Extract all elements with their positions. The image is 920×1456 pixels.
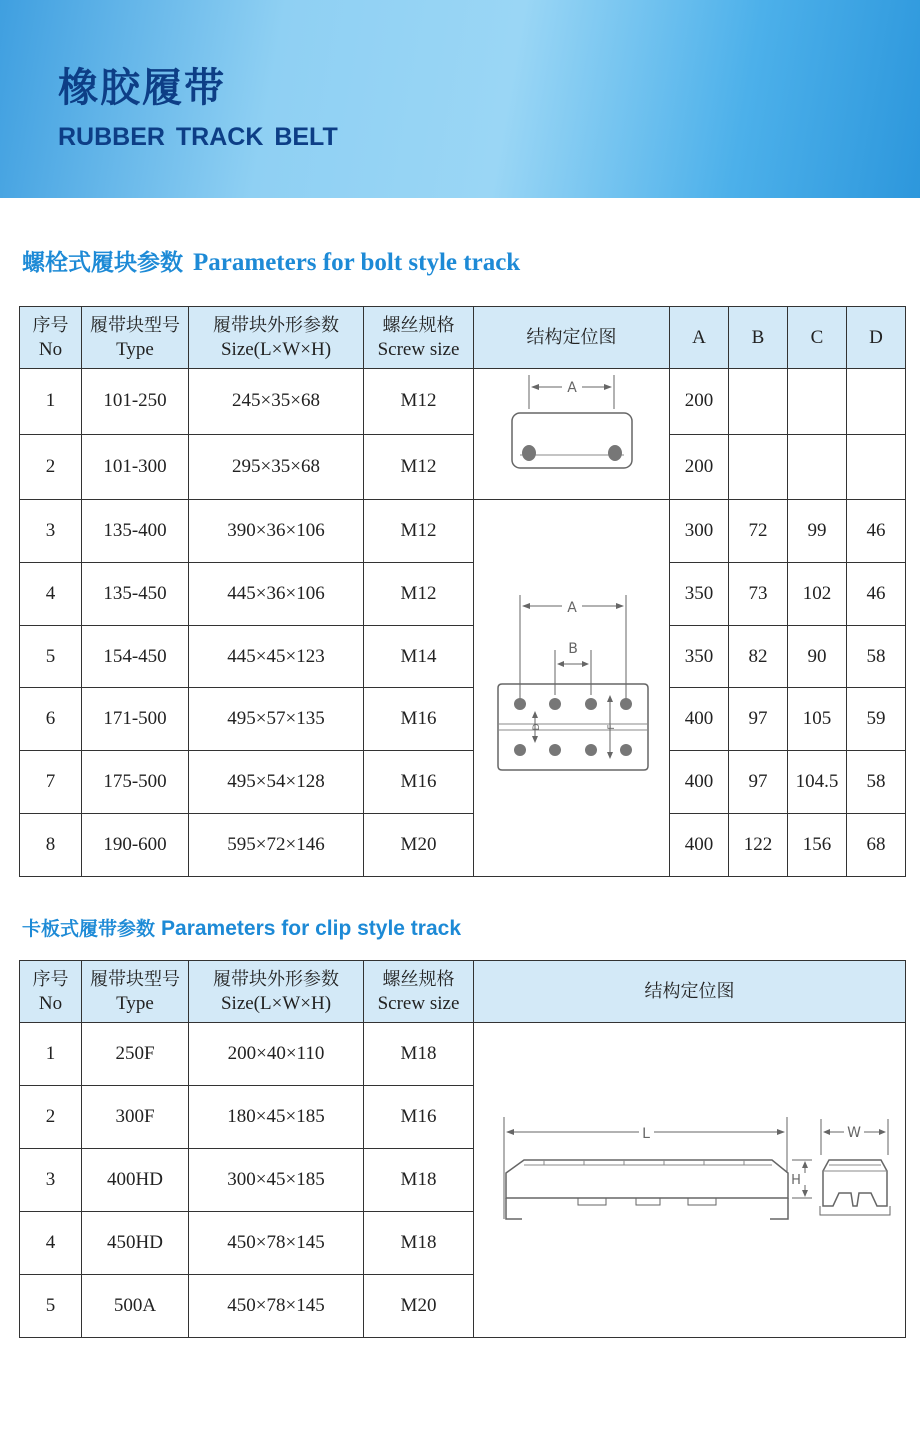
clip-section-title [22, 914, 461, 941]
cell-size: 200×40×110 [189, 1023, 364, 1086]
cell-c: 99 [788, 500, 847, 563]
dimension-f-label: F [607, 724, 617, 730]
dimension-w-label: W [847, 1125, 861, 1141]
cell-no: 5 [20, 625, 82, 688]
cell-screw: M18 [364, 1212, 474, 1275]
cell-type: 175-500 [82, 751, 189, 814]
dimension-b-label: B [568, 641, 578, 657]
cell-a: 400 [670, 814, 729, 877]
bolt-section-title [22, 244, 520, 277]
cell-b: 73 [729, 562, 788, 625]
cell-d: 58 [847, 625, 906, 688]
cell-d: 58 [847, 751, 906, 814]
clip-table-header-row [20, 961, 906, 1023]
cell-size: 450×78×145 [189, 1275, 364, 1338]
cell-no: 5 [20, 1275, 82, 1338]
cell-screw: M12 [364, 434, 474, 500]
cell-c: 156 [788, 814, 847, 877]
table-row [20, 562, 906, 625]
cell-size: 495×54×128 [189, 751, 364, 814]
header-type: 履带块型号 Type [82, 307, 189, 369]
cell-screw: M18 [364, 1023, 474, 1086]
cell-c: 105 [788, 688, 847, 751]
cell-type: 101-300 [82, 434, 189, 500]
cell-no: 6 [20, 688, 82, 751]
cell-type: 171-500 [82, 688, 189, 751]
cell-b [729, 369, 788, 435]
dimension-a-label: A [567, 380, 577, 396]
cell-screw: M16 [364, 751, 474, 814]
cell-size: 390×36×106 [189, 500, 364, 563]
two-hole-plate-diagram [474, 369, 670, 493]
cell-type: 190-600 [82, 814, 189, 877]
clip-track-table [19, 960, 906, 1338]
dimension-l-label: L [642, 1126, 650, 1142]
cell-b: 97 [729, 688, 788, 751]
cell-screw: M16 [364, 688, 474, 751]
header-type: 履带块型号 Type [82, 961, 189, 1023]
cell-screw: M12 [364, 369, 474, 435]
cell-no: 7 [20, 751, 82, 814]
header-no: 序号 No [20, 307, 82, 369]
cell-size: 595×72×146 [189, 814, 364, 877]
cell-no: 1 [20, 1023, 82, 1086]
cell-type: 500A [82, 1275, 189, 1338]
cell-size: 445×45×123 [189, 625, 364, 688]
cell-no: 4 [20, 1212, 82, 1275]
header-diagram: 结构定位图 [474, 307, 670, 369]
cell-a: 350 [670, 562, 729, 625]
page-title-cn: 橡胶履带 [58, 65, 226, 111]
cell-size: 300×45×185 [189, 1149, 364, 1212]
cell-screw: M12 [364, 562, 474, 625]
header-d: D [847, 307, 906, 369]
table-row [20, 434, 906, 500]
dimension-d-label: D [532, 723, 542, 731]
table-row [20, 814, 906, 877]
header-screw: 螺丝规格 Screw size [364, 961, 474, 1023]
cell-c: 104.5 [788, 751, 847, 814]
cell-type: 300F [82, 1086, 189, 1149]
cell-size: 445×36×106 [189, 562, 364, 625]
bolt-table-header-row [20, 307, 906, 369]
page-header [0, 0, 920, 198]
cell-size: 450×78×145 [189, 1212, 364, 1275]
table-row [20, 1023, 906, 1086]
cell-b [729, 434, 788, 500]
bolt-section-title-en: Parameters for bolt style track [193, 249, 521, 276]
dimension-a-label: A [567, 600, 577, 616]
bolt-section-title-cn: 螺栓式履块参数 [22, 250, 183, 276]
cell-no: 3 [20, 500, 82, 563]
cell-type: 250F [82, 1023, 189, 1086]
header-a: A [670, 307, 729, 369]
table-row [20, 688, 906, 751]
cell-no: 3 [20, 1149, 82, 1212]
cell-screw: M20 [364, 1275, 474, 1338]
clip-section-title-cn: 卡板式履带参数 [22, 918, 156, 940]
cell-d: 68 [847, 814, 906, 877]
cell-size: 245×35×68 [189, 369, 364, 435]
bolt-diagram-four-hole [474, 500, 670, 877]
cell-type: 135-400 [82, 500, 189, 563]
cell-b: 72 [729, 500, 788, 563]
cell-no: 1 [20, 369, 82, 435]
cell-no: 8 [20, 814, 82, 877]
cell-a: 300 [670, 500, 729, 563]
header-no: 序号 No [20, 961, 82, 1023]
bolt-diagram-two-hole [474, 369, 670, 500]
cell-type: 450HD [82, 1212, 189, 1275]
table-row [20, 751, 906, 814]
cell-screw: M18 [364, 1149, 474, 1212]
cell-screw: M20 [364, 814, 474, 877]
cell-size: 180×45×185 [189, 1086, 364, 1149]
clip-diagram [474, 1023, 906, 1338]
header-size: 履带块外形参数 Size(L×W×H) [189, 961, 364, 1023]
cell-no: 2 [20, 434, 82, 500]
table-row [20, 625, 906, 688]
cell-b: 82 [729, 625, 788, 688]
header-diagram: 结构定位图 [474, 961, 906, 1023]
page-title-en: RUBBER TRACK BELT [58, 123, 338, 151]
cell-type: 400HD [82, 1149, 189, 1212]
cell-c: 102 [788, 562, 847, 625]
cell-screw: M12 [364, 500, 474, 563]
cell-c [788, 434, 847, 500]
clip-track-profile-diagram [474, 1023, 906, 1331]
cell-a: 400 [670, 688, 729, 751]
header-b: B [729, 307, 788, 369]
cell-c: 90 [788, 625, 847, 688]
cell-type: 154-450 [82, 625, 189, 688]
header-c: C [788, 307, 847, 369]
dimension-h-label: H [791, 1173, 801, 1188]
bolt-track-table [19, 306, 906, 877]
cell-d [847, 369, 906, 435]
cell-a: 200 [670, 434, 729, 500]
cell-b: 97 [729, 751, 788, 814]
cell-size: 495×57×135 [189, 688, 364, 751]
header-size: 履带块外形参数 Size(L×W×H) [189, 307, 364, 369]
cell-no: 4 [20, 562, 82, 625]
cell-d [847, 434, 906, 500]
cell-a: 200 [670, 369, 729, 435]
clip-section-title-en: Parameters for clip style track [161, 917, 462, 940]
cell-d: 59 [847, 688, 906, 751]
cell-a: 350 [670, 625, 729, 688]
cell-d: 46 [847, 562, 906, 625]
header-screw: 螺丝规格 Screw size [364, 307, 474, 369]
cell-d: 46 [847, 500, 906, 563]
cell-b: 122 [729, 814, 788, 877]
cell-a: 400 [670, 751, 729, 814]
table-row [20, 369, 906, 435]
cell-type: 101-250 [82, 369, 189, 435]
cell-screw: M14 [364, 625, 474, 688]
cell-screw: M16 [364, 1086, 474, 1149]
cell-c [788, 369, 847, 435]
four-hole-plate-diagram [474, 500, 670, 870]
cell-no: 2 [20, 1086, 82, 1149]
cell-type: 135-450 [82, 562, 189, 625]
table-row [20, 500, 906, 563]
cell-size: 295×35×68 [189, 434, 364, 500]
